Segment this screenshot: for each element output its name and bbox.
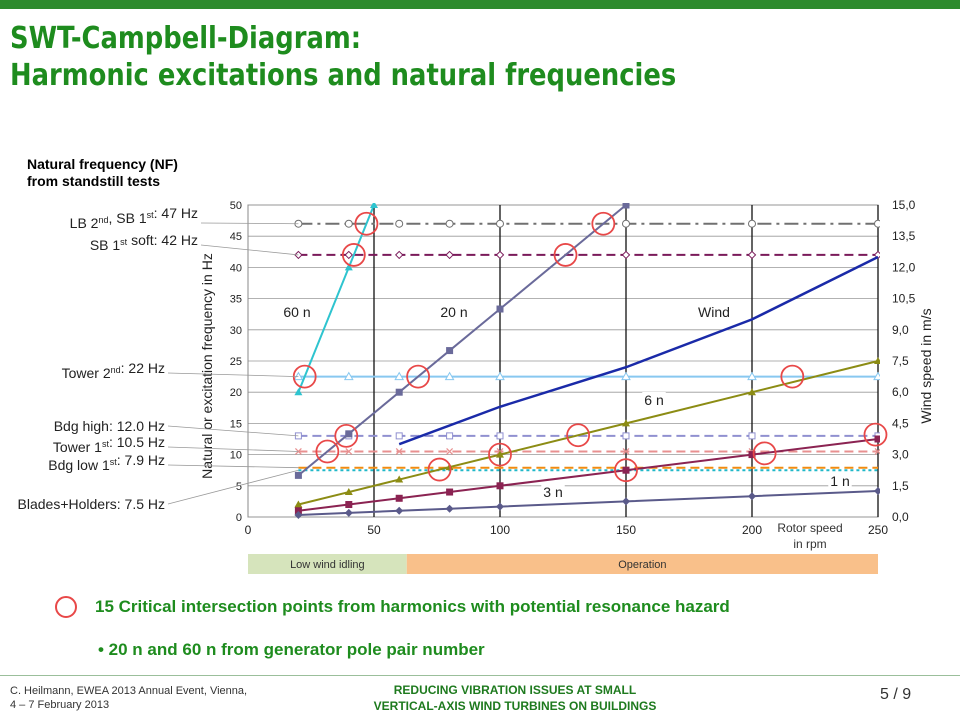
nf-marker bbox=[447, 433, 453, 439]
nf-label-text: : 7.9 Hz bbox=[116, 452, 165, 468]
nf-marker bbox=[623, 220, 630, 227]
harmonic-marker bbox=[396, 389, 403, 396]
nf-marker bbox=[497, 433, 503, 439]
y2-tick-label: 9,0 bbox=[892, 322, 909, 337]
y2-tick-label: 10,5 bbox=[892, 291, 916, 306]
harmonic-marker bbox=[623, 202, 630, 209]
natural-frequency-label bbox=[54, 418, 165, 434]
y-tick-label: 25 bbox=[229, 356, 242, 368]
nf-marker bbox=[396, 433, 402, 439]
nf-label-text: , SB 1 bbox=[108, 210, 147, 226]
harmonic-marker bbox=[497, 482, 504, 489]
x-tick-label: 200 bbox=[741, 523, 763, 537]
page-number: 5 / 9 bbox=[880, 686, 912, 703]
x-axis-title-line-1: Rotor speed bbox=[777, 521, 843, 535]
harmonic-marker bbox=[875, 436, 882, 443]
title-line-2: Harmonic excitations and natural frequencies bbox=[10, 58, 677, 93]
nf-label-superscript: st bbox=[109, 457, 117, 467]
harmonic-marker bbox=[497, 306, 504, 313]
y2-tick-label: 4,5 bbox=[892, 416, 909, 431]
nf-marker bbox=[497, 220, 504, 227]
nf-marker bbox=[623, 433, 629, 439]
nf-label-text: Bdg low 1 bbox=[48, 457, 110, 473]
nf-marker bbox=[446, 220, 453, 227]
harmonic-marker bbox=[623, 467, 630, 474]
y-tick-label: 40 bbox=[229, 262, 242, 275]
footer-divider bbox=[0, 675, 960, 676]
title-line-1: SWT-Campbell-Diagram: bbox=[10, 21, 362, 56]
pole-pair-note: • 20 n and 60 n from generator pole pair number bbox=[98, 640, 485, 659]
nf-label-superscript: nd bbox=[98, 215, 109, 225]
y-tick-label: 0 bbox=[235, 512, 242, 524]
harmonic-marker bbox=[446, 489, 453, 496]
nf-marker bbox=[749, 220, 756, 227]
y-tick-label: 35 bbox=[229, 293, 242, 306]
x-tick-label: 150 bbox=[615, 523, 637, 537]
nf-label-text: Blades+Holders: 7.5 Hz bbox=[17, 496, 165, 512]
nf-label-text: LB 2 bbox=[69, 215, 99, 231]
y-tick-label: 20 bbox=[229, 387, 242, 400]
y2-tick-label: 12,0 bbox=[892, 260, 916, 275]
nf-marker bbox=[345, 220, 352, 227]
nf-label-superscript: nd bbox=[110, 365, 121, 375]
critical-circle-icon bbox=[55, 596, 77, 618]
harmonic-marker bbox=[396, 495, 403, 502]
wind-label: Wind bbox=[698, 304, 730, 320]
y2-axis-title: Wind speed in m/s bbox=[918, 308, 934, 424]
harmonic-marker bbox=[345, 430, 352, 437]
nf-marker bbox=[875, 220, 882, 227]
footer-citation-line-1: C. Heilmann, EWEA 2013 Annual Event, Vienna, bbox=[10, 685, 248, 697]
y-tick-label: 45 bbox=[229, 231, 242, 244]
nf-marker bbox=[749, 433, 755, 439]
footer-title-line-2: VERTICAL-AXIS WIND TURBINES ON BUILDINGS bbox=[373, 699, 657, 713]
nf-label-text: : 10.5 Hz bbox=[108, 434, 165, 450]
nf-heading-line-2: from standstill tests bbox=[27, 173, 161, 189]
y2-tick-label: 6,0 bbox=[892, 385, 909, 400]
x-tick-label: 50 bbox=[367, 523, 381, 537]
harmonic-marker bbox=[446, 347, 453, 354]
footer-citation-line-2: 4 – 7 February 2013 bbox=[10, 699, 110, 711]
nf-label-text: Bdg high: 12.0 Hz bbox=[53, 418, 165, 434]
harmonic-label: 6 n bbox=[644, 392, 664, 408]
nf-label-text: soft: 42 Hz bbox=[127, 232, 198, 248]
critical-legend-text: 15 Critical intersection points from harmonics with potential resonance hazard bbox=[95, 597, 730, 616]
y2-tick-label: 7,5 bbox=[892, 354, 909, 368]
nf-heading-line-1: Natural frequency (NF) bbox=[27, 156, 178, 172]
y-tick-label: 15 bbox=[229, 418, 242, 431]
nf-marker bbox=[396, 220, 403, 227]
y2-tick-label: 15,0 bbox=[892, 198, 916, 212]
harmonic-label: 20 n bbox=[440, 304, 468, 320]
nf-label-text: SB 1 bbox=[89, 237, 121, 253]
y-tick-label: 50 bbox=[229, 200, 242, 212]
y-tick-label: 30 bbox=[229, 324, 242, 337]
y2-tick-label: 13,5 bbox=[892, 229, 916, 244]
y2-tick-label: 3,0 bbox=[892, 447, 909, 462]
footer-title bbox=[300, 682, 730, 714]
harmonic-label: 1 n bbox=[830, 473, 850, 489]
y-tick-label: 5 bbox=[235, 480, 242, 493]
harmonic-marker bbox=[295, 472, 302, 479]
x-axis-title-line-2: in rpm bbox=[793, 537, 827, 551]
y2-tick-label: 0,0 bbox=[892, 510, 909, 524]
operating-range-label: Operation bbox=[618, 559, 667, 571]
natural-frequency-label bbox=[70, 205, 198, 231]
y2-tick-label: 1,5 bbox=[892, 478, 909, 493]
footer-citation bbox=[10, 684, 247, 712]
nf-label-superscript: st bbox=[146, 210, 154, 220]
x-tick-label: 250 bbox=[867, 523, 889, 537]
natural-frequency-label bbox=[48, 452, 165, 473]
x-tick-label: 100 bbox=[489, 523, 511, 537]
y-axis-title: Natural or excitation frequency in Hz bbox=[199, 253, 215, 479]
natural-frequency-label bbox=[18, 496, 165, 512]
operating-range-label: Low wind idling bbox=[290, 559, 365, 571]
harmonic-marker bbox=[345, 501, 352, 508]
nf-label-superscript: st bbox=[120, 237, 128, 247]
footer-title-line-1: REDUCING VIBRATION ISSUES AT SMALL bbox=[393, 683, 637, 697]
harmonic-label: 60 n bbox=[283, 304, 311, 320]
nf-label-text: Tower 1 bbox=[52, 439, 102, 455]
natural-frequency-label bbox=[90, 232, 198, 253]
nf-label-text: : 22 Hz bbox=[120, 360, 165, 376]
x-tick-label: 0 bbox=[244, 523, 252, 537]
natural-frequency-label bbox=[62, 360, 165, 381]
nf-label-text: Tower 2 bbox=[61, 365, 111, 381]
nf-label-superscript: st bbox=[101, 439, 109, 449]
y-tick-label: 10 bbox=[229, 449, 242, 462]
harmonic-label: 3 n bbox=[543, 484, 563, 500]
critical-legend bbox=[55, 596, 730, 618]
nf-label-text: : 47 Hz bbox=[153, 205, 198, 221]
